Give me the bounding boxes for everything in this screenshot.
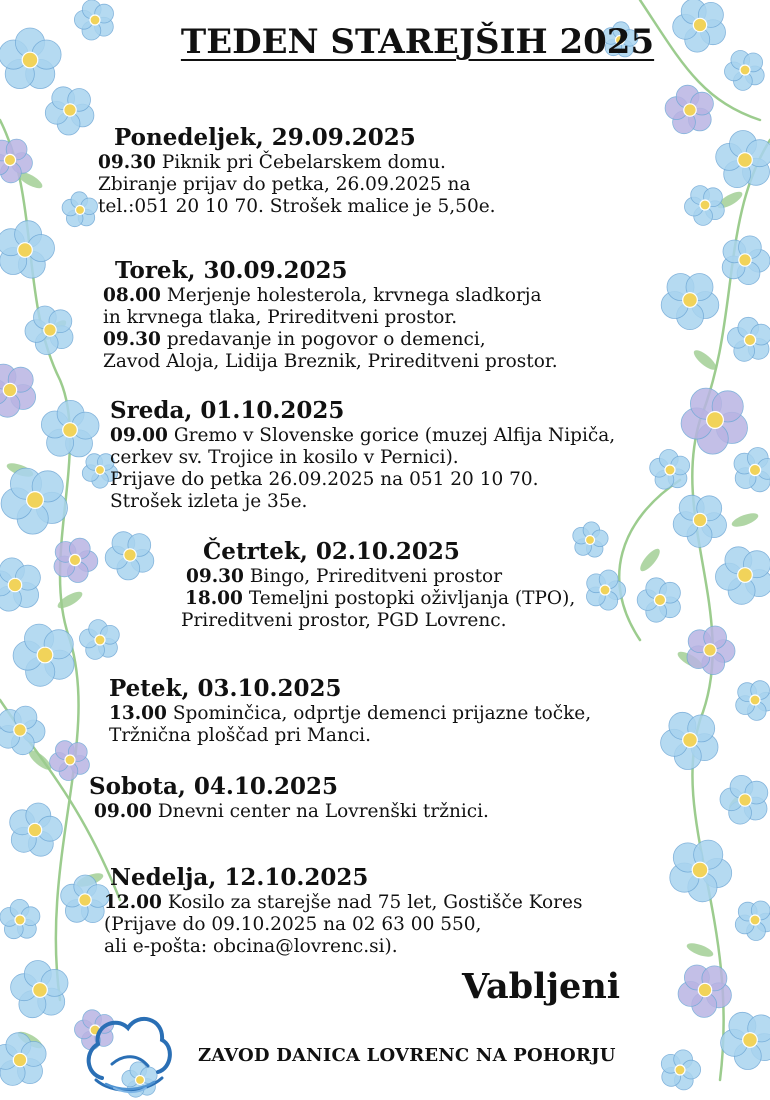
- entry-text: Spominčica, odprtje demenci prijazne točke,: [172, 703, 592, 724]
- day-heading: Sobota, 04.10.2025: [89, 773, 338, 800]
- entry-text: Gremo v Slovenske gorice (muzej Alfija Nipiča,: [173, 425, 616, 446]
- entry-time: 08.00: [103, 285, 161, 306]
- entry-time: 09.00: [110, 425, 168, 446]
- schedule-entry: [109, 703, 591, 747]
- entry-time: 13.00: [109, 703, 167, 724]
- closing-invitation: Vabljeni: [462, 966, 621, 1007]
- entry-time: 09.30: [98, 152, 156, 173]
- entry-text: Tržnična ploščad pri Manci.: [109, 725, 371, 746]
- day-heading: Ponedeljek, 29.09.2025: [114, 124, 416, 151]
- entry-text: tel.:051 20 10 70. Strošek malice je 5,50e.: [98, 196, 496, 217]
- organization-name: ZAVOD DANICA LOVRENC NA POHORJU: [198, 1045, 616, 1066]
- schedule-entry: [110, 425, 615, 513]
- entry-time: 12.00: [104, 892, 162, 913]
- day-monday: [98, 124, 496, 218]
- schedule-entry: [181, 566, 576, 632]
- day-heading: Sreda, 01.10.2025: [110, 397, 345, 424]
- entry-time: 09.00: [94, 801, 152, 822]
- page-title: TEDEN STAREJŠIH 2025: [180, 22, 655, 62]
- schedule-entry: [104, 892, 582, 958]
- entry-text: in krvnega tlaka, Prireditveni prostor.: [103, 307, 458, 328]
- day-heading: Torek, 30.09.2025: [115, 257, 348, 284]
- entry-text: Zbiranje prijav do petka, 26.09.2025 na: [98, 174, 471, 195]
- entry-text: predavanje in pogovor o demenci,: [166, 329, 486, 350]
- entry-text: Piknik pri Čebelarskem domu.: [161, 152, 446, 173]
- entry-text: Temeljni postopki oživljanja (TPO),: [248, 588, 576, 609]
- entry-text: Kosilo za starejše nad 75 let, Gostišče Kores: [167, 892, 583, 913]
- entry-text: (Prijave do 09.10.2025 na 02 63 00 550,: [104, 914, 482, 935]
- entry-text: Strošek izleta je 35e.: [110, 491, 308, 512]
- day-wednesday: [110, 397, 615, 513]
- entry-time: 09.30: [103, 329, 161, 350]
- day-saturday: [89, 773, 489, 823]
- day-sunday: [104, 864, 583, 958]
- organization-logo: [82, 1008, 174, 1096]
- day-friday: [109, 675, 591, 747]
- day-thursday: [181, 538, 576, 632]
- entry-text: Prijave do petka 26.09.2025 na 051 20 10 70.: [110, 469, 539, 490]
- entry-text: ali e-pošta: obcina@lovrenc.si).: [104, 936, 398, 957]
- entry-text: Bingo, Prireditveni prostor: [249, 566, 503, 587]
- day-heading: Nedelja, 12.10.2025: [110, 864, 369, 891]
- entry-text: Merjenje holesterola, krvnega sladkorja: [166, 285, 542, 306]
- entry-text: Zavod Aloja, Lidija Breznik, Prireditveni prostor.: [103, 351, 558, 372]
- day-tuesday: [103, 257, 558, 373]
- schedule-entry: [103, 285, 558, 373]
- day-heading: Četrtek, 02.10.2025: [203, 538, 460, 565]
- schedule-entry: [94, 801, 489, 823]
- entry-time: 09.30: [186, 566, 244, 587]
- schedule-entry: [98, 152, 496, 218]
- entry-text: Prireditveni prostor, PGD Lovrenc.: [181, 610, 507, 631]
- day-heading: Petek, 03.10.2025: [109, 675, 342, 702]
- entry-time: 18.00: [185, 588, 243, 609]
- entry-text: cerkev sv. Trojice in kosilo v Pernici).: [110, 447, 459, 468]
- entry-text: Dnevni center na Lovrenški tržnici.: [157, 801, 489, 822]
